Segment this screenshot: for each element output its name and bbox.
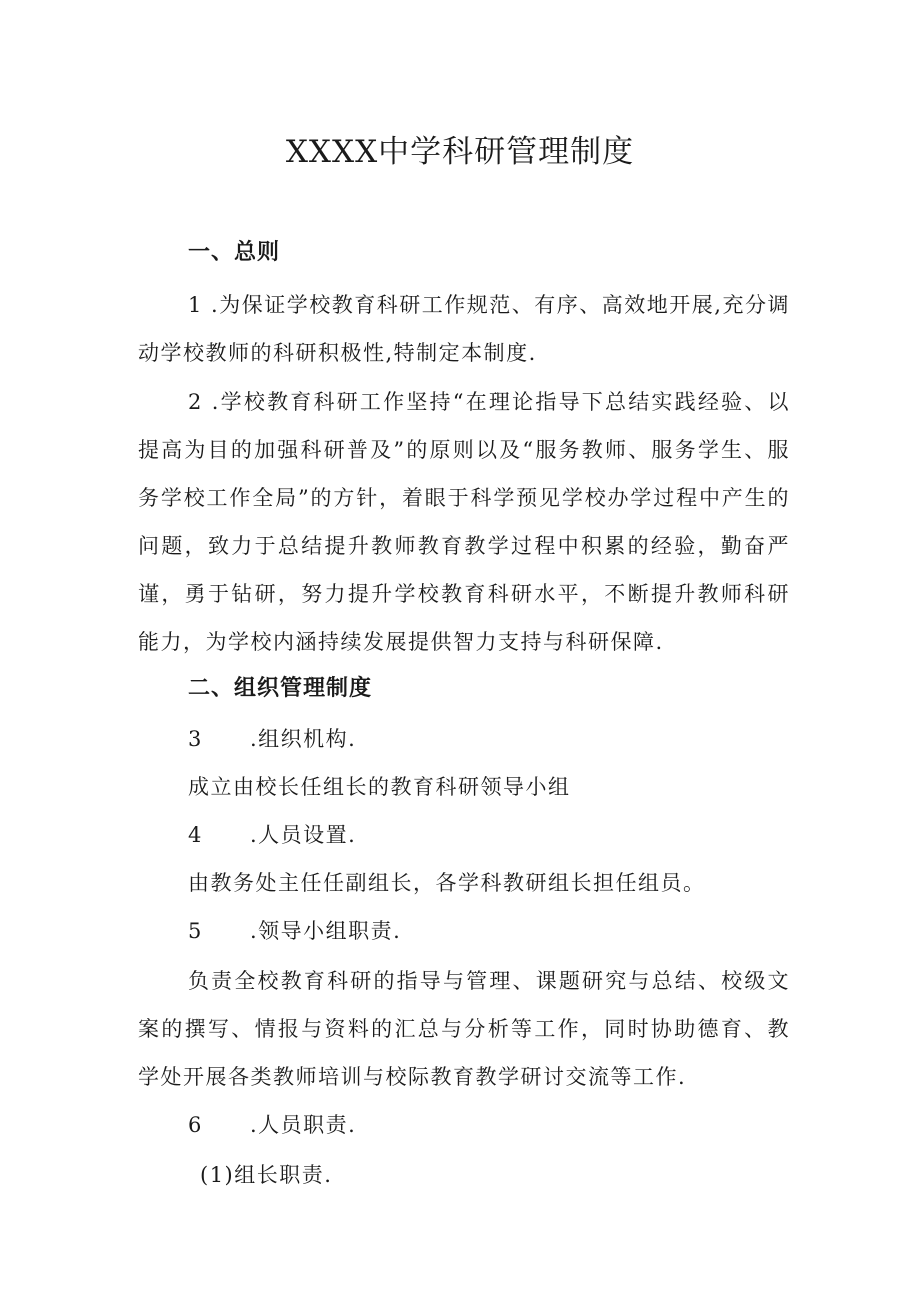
item-6-heading — [188, 1110, 356, 1140]
item-6-label: .人员职责. — [250, 1113, 357, 1137]
item-6-number: 6 — [188, 1113, 203, 1137]
item-5-body: 负责全校教育科研的指导与管理、课题研究与总结、校级文案的撰写、情报与资料的汇总与分析等工作，同时协助德育、教学处开展各类教师培训与校际教育教学研讨交流等工作. — [138, 969, 790, 1089]
item-6-sub-1: (1)组长职责. — [200, 1163, 333, 1187]
item-5-heading — [188, 916, 401, 946]
item-3-label: .组织机构. — [250, 727, 357, 751]
item-4-label: .人员设置. — [250, 823, 357, 847]
item-4-body: 由教务处主任任副组长，各学科教研组长担任组员。 — [188, 871, 706, 895]
section-heading-organization: 二、组织管理制度 — [188, 676, 373, 701]
item-3-heading — [188, 724, 356, 754]
item-4-number: 4 — [188, 823, 203, 847]
item-5-label: .领导小组职责. — [250, 919, 402, 943]
document-title: XXXX中学科研管理制度 — [285, 134, 635, 170]
item-3-number: 3 — [188, 727, 203, 751]
item-5-number: 5 — [188, 919, 203, 943]
section-heading-general: 一、总则 — [188, 240, 281, 265]
item-3-body: 成立由校长任组长的教育科研领导小组 — [188, 775, 571, 799]
paragraph-2: 2 .学校教育科研工作坚持“在理论指导下总结实践经验、以提高为目的加强科研普及”的原则以及“服务教师、服务学生、服务学校工作全局”的方针，着眼于科学预见学校办学过程中产生的问题，致力于总结提升教师教育教学过程中积累的经验，勤奋严谨，勇于钻研，努力提升学校教育科研水平，不断提升教师科研能力，为学校内涵持续发展提供智力支持与科研保障. — [138, 390, 790, 654]
paragraph-1: 1 .为保证学校教育科研工作规范、有序、高效地开展,充分调动学校教师的科研积极性,特制定本制度. — [138, 293, 790, 365]
item-4-heading — [188, 820, 356, 850]
